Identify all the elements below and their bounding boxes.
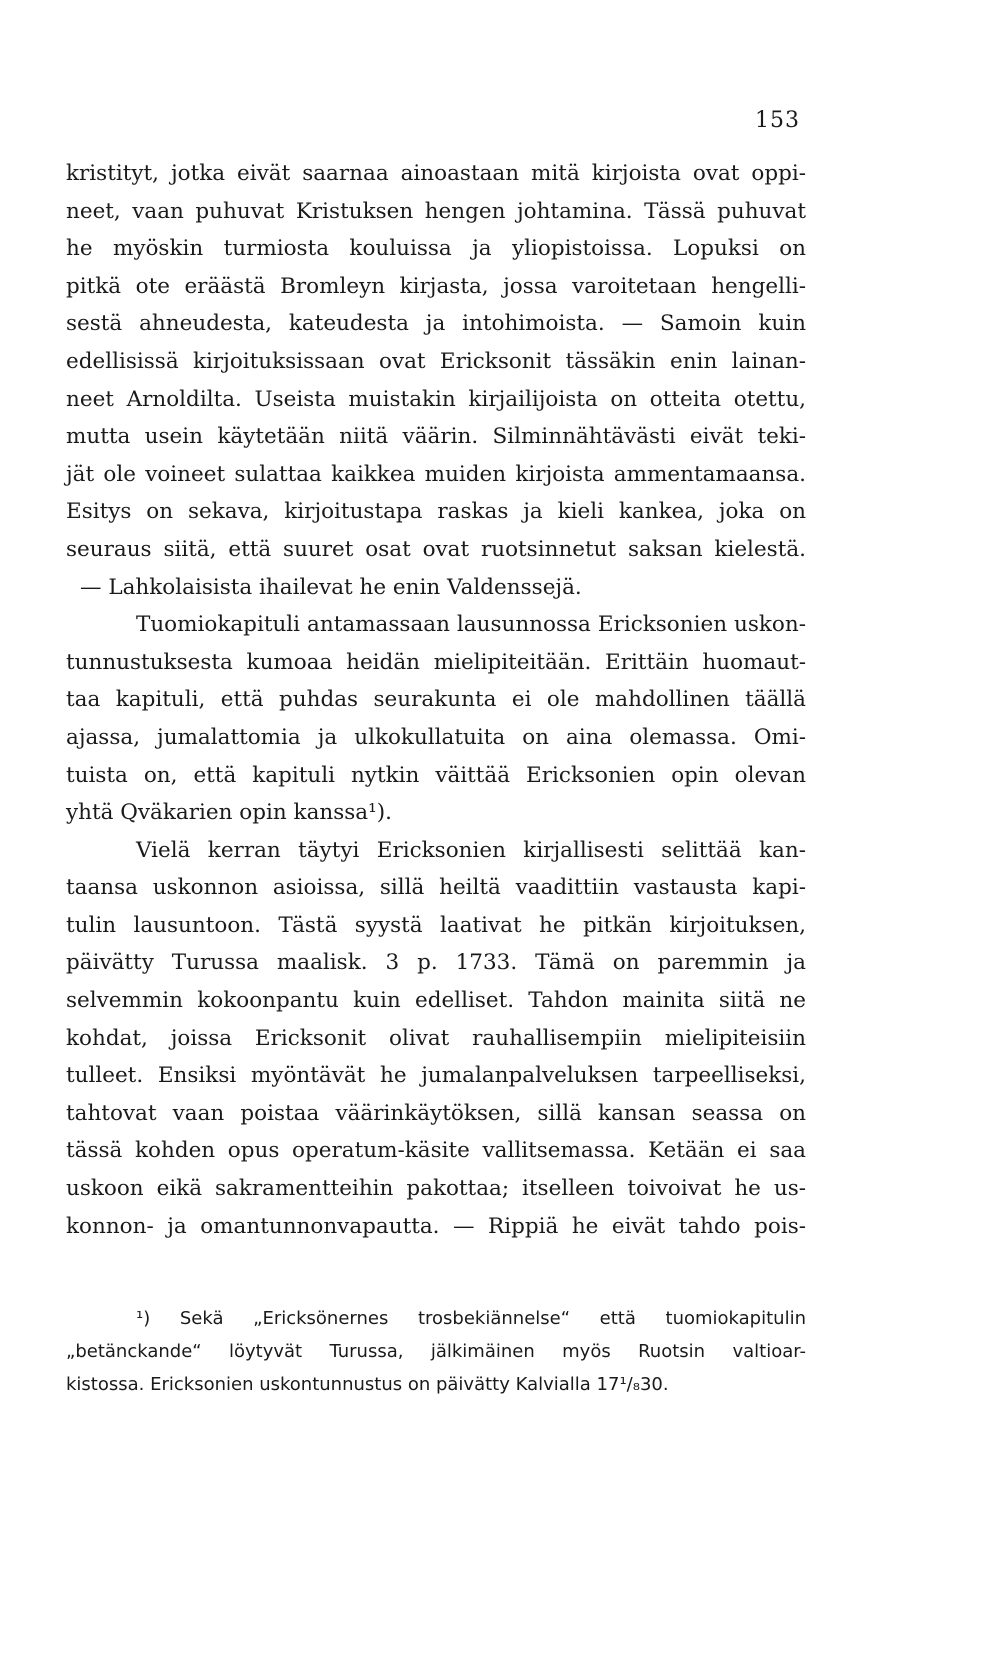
text-line: yhtä Qväkarien opin kanssa¹). xyxy=(66,800,392,826)
text-line: ajassa, jumalattomia ja ulkokullatuita on aina olemassa. Omi- xyxy=(66,724,806,750)
text-line: selvemmin kokoonpantu kuin edelliset. Tahdon mainita siitä ne xyxy=(66,988,806,1014)
text-line: taa kapituli, että puhdas seurakunta ei ole mahdollinen täällä xyxy=(66,687,806,713)
text-line: tulin lausuntoon. Tästä syystä laativat he pitkän kirjoituksen, xyxy=(66,912,806,938)
footnote-line: kistossa. Ericksonien uskontunnustus on päivätty Kalvialla 17¹/₈30. xyxy=(66,1374,669,1395)
text-line: tässä kohden opus operatum-käsite vallitsemassa. Ketään ei saa xyxy=(66,1138,806,1164)
text-line: tuista on, että kapituli nytkin väittää Ericksonien opin olevan xyxy=(66,762,806,788)
text-line: seuraus siitä, että suuret osat ovat ruotsinnetut saksan kielestä. xyxy=(66,536,806,562)
text-line: pitkä ote eräästä Bromleyn kirjasta, jossa varoitetaan hengelli- xyxy=(66,273,806,299)
text-line: jät ole voineet sulattaa kaikkea muiden kirjoista ammentamaansa. xyxy=(66,461,806,487)
body-text xyxy=(66,155,806,1245)
text-line: kristityt, jotka eivät saarnaa ainoastaan mitä kirjoista ovat oppi- xyxy=(66,161,806,186)
text-line: taansa uskonnon asioissa, sillä heiltä vaadittiin vastausta kapi- xyxy=(66,875,806,901)
text-line: päivätty Turussa maalisk. 3 p. 1733. Tämä on paremmin ja xyxy=(66,950,806,976)
text-line: tunnustuksesta kumoaa heidän mielipiteitään. Erittäin huomaut- xyxy=(66,649,806,675)
text-line: Esitys on sekava, kirjoitustapa raskas ja kieli kankea, joka on xyxy=(66,499,806,525)
text-line: uskoon eikä sakramentteihin pakottaa; itselleen toivoivat he us- xyxy=(66,1176,806,1202)
text-line: — Lahkolaisista ihailevat he enin Valdenssejä. xyxy=(80,574,582,600)
text-line: edellisissä kirjoituksissaan ovat Ericksonit tässäkin enin lainan- xyxy=(66,348,806,374)
text-line: kohdat, joissa Ericksonit olivat rauhallisempiin mielipiteisiin xyxy=(66,1025,806,1051)
text-line: neet, vaan puhuvat Kristuksen hengen johtamina. Tässä puhuvat xyxy=(66,198,806,224)
text-line: konnon- ja omantunnonvapautta. — Rippiä he eivät tahdo pois- xyxy=(66,1213,806,1239)
text-line: Tuomiokapituli antamassaan lausunnossa Ericksonien uskon- xyxy=(136,612,806,638)
page-number: 153 xyxy=(755,108,800,133)
footnotes xyxy=(66,1302,806,1401)
text-line: sestä ahneudesta, kateudesta ja intohimoista. — Samoin kuin xyxy=(66,311,806,337)
text-line: mutta usein käytetään niitä väärin. Silminnähtävästi eivät teki- xyxy=(66,424,806,450)
text-line: tahtovat vaan poistaa väärinkäytöksen, sillä kansan seassa on xyxy=(66,1100,806,1126)
text-line: neet Arnoldilta. Useista muistakin kirjailijoista on otteita otettu, xyxy=(66,386,806,412)
text-line: Vielä kerran täytyi Ericksonien kirjallisesti selittää kan- xyxy=(136,837,806,863)
footnote-line: ¹) Sekä „Ericksönernes trosbekiännelse“ että tuomiokapitulin xyxy=(136,1308,806,1329)
text-line: tulleet. Ensiksi myöntävät he jumalanpalveluksen tarpeelliseksi, xyxy=(66,1063,806,1089)
footnote-line: „betänckande“ löytyvät Turussa, jälkimäinen myös Ruotsin valtioar- xyxy=(66,1341,806,1362)
text-line: he myöskin turmiosta kouluissa ja yliopistoissa. Lopuksi on xyxy=(66,236,806,262)
